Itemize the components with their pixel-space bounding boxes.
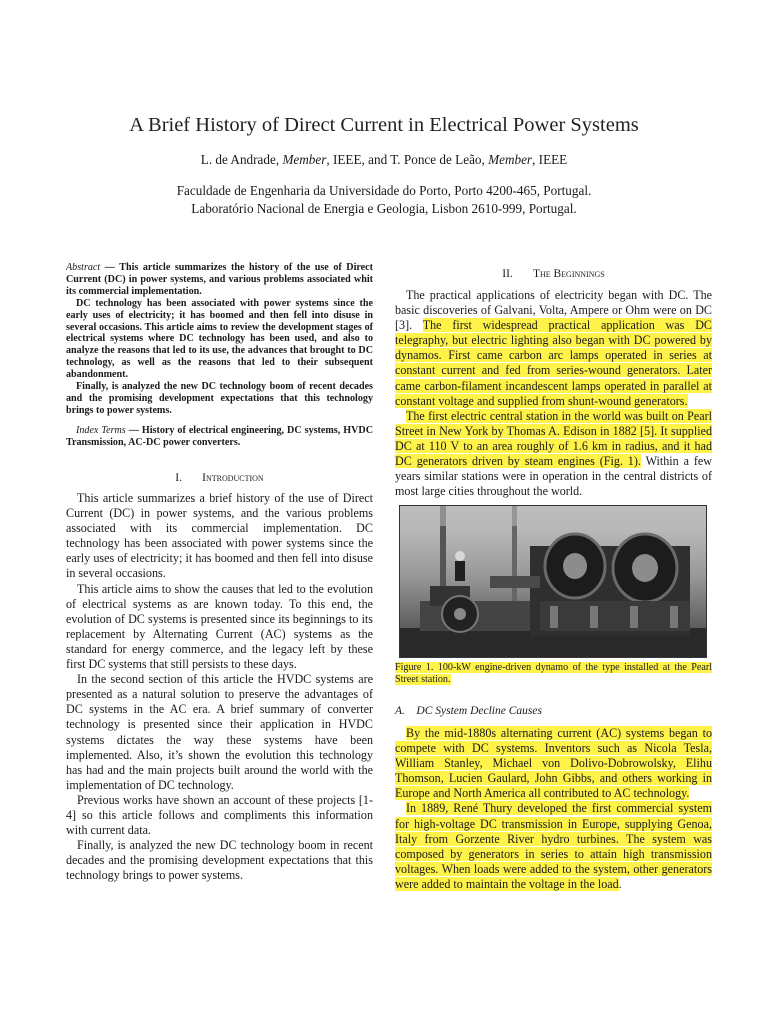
beginnings-body — [395, 288, 712, 499]
abstract-text-1: This article summarizes the history of the use of Direct Current (DC) in power systems, and various problems associated whit its commercial implementation. — [66, 262, 373, 297]
decline-body — [395, 726, 712, 892]
decline-paragraph-2 — [395, 801, 712, 892]
abstract-paragraph-3: Finally, is analyzed the new DC technology boom of recent decades and the promising development expectations that this technology brings to power systems. — [66, 381, 373, 416]
affiliation-1: Faculdade de Engenharia da Universidade do Porto, Porto 4200-465, Portugal. — [176, 183, 592, 198]
beginnings-p2-plain: Within a few years similar stations were in operation in the central districts of most large cities throughout the world. — [395, 454, 712, 499]
intro-paragraph-3: In the second section of this article the HVDC systems are presented as a natural solution to preserve the advantages of DC systems in the AC era. A brief summary of converter technology is presented since their application in HVDC systems dictates the way these systems have been implemented. Also, it’s shown the evolution this technology has had and the main projects built around the world with the implementation of DC technology. — [66, 672, 373, 792]
beginnings-p1-plain: The practical applications of electricity began with DC. The basic discoveries of Galvani, Volta, Ampere or Ohm were on DC [3]. — [395, 288, 712, 333]
index-terms-text: — History of electrical engineering, DC systems, HVDC Transmission, AC-DC power converters. — [66, 425, 373, 449]
highlighted-text: In 1889, René Thury developed the first commercial system for high-voltage DC transmission in Europe, supplying Genoa, Italy from Gorzente River hydro turbines. The system was composed by generators in series to attain high transmission voltages. When loads were added to the system, other generators were added to maintain the voltage in the load — [395, 801, 712, 891]
intro-paragraph-1: This article summarizes a brief history of the use of Direct Current (DC) in power systems, and the various problems associated with its commercial implementation. DC technology has been associated with power systems since the early uses of electricity; it has boomed and then fell into disuse in several occasions. — [66, 491, 373, 581]
highlighted-text: The first widespread practical application was DC telegraphy, but electric lighting also began with DC powered by dynamos. First came carbon arc lamps operated in series at constant current and fed from series-wound generators. Later came carbon-filament incandescent lamps operated in parallel at constant voltage and supplied from shunt-wound generators. — [395, 318, 712, 408]
author-line — [0, 152, 768, 168]
abstract-dash: — — [100, 262, 120, 273]
section-title-1: Introduction — [202, 472, 264, 484]
subsection-title: DC System Decline Causes — [416, 705, 542, 717]
section-number-2: II. — [502, 268, 513, 280]
highlighted-text: By the mid-1880s alternating current (AC) systems began to compete with DC systems. Inventors such as Nicola Tesla, William Stanley, Michael von Dolivo-Dobrowolsky, Elihu Thomson, Lucien Gaulard, John Gibbs, and others working in Europe and North America all contributed to AC technology. — [395, 726, 712, 801]
member-label-2: Member — [488, 152, 533, 167]
paper-title: A Brief History of Direct Current in Electrical Power Systems — [129, 114, 639, 136]
ieee-label: , IEEE — [532, 152, 568, 167]
figure-caption — [395, 662, 712, 686]
section-heading-introduction — [66, 472, 373, 484]
section-number-1: I. — [175, 472, 182, 484]
abstract-paragraph-1 — [66, 262, 373, 298]
highlighted-text: The first electric central station in the world was built on Pearl Street in New York by Thomas A. Edison in 1882 [5]. It supplied DC at 110 V to an area roughly of 1.6 km in radius, and it had DC generators driven by steam engines (Fig. 1). — [395, 408, 712, 469]
subsection-label: A. — [395, 705, 405, 717]
beginnings-paragraph-2 — [395, 409, 712, 500]
dynamo-photo-illustration — [400, 506, 706, 657]
decline-paragraph-1 — [395, 726, 712, 801]
author-1: L. de Andrade, — [200, 152, 283, 167]
intro-paragraph-5: Finally, is analyzed the new DC technology boom in recent decades and the promising development expectations that this technology brings to power systems. — [66, 838, 373, 883]
beginnings-paragraph-1 — [395, 288, 712, 409]
intro-paragraph-2: This article aims to show the causes that led to the evolution of electrical systems as are known today. To this end, the evolution of DC systems is presented since its beginnings to its replacement by Alternating Current (AC) systems as the standard for energy commerce, and the legacy left by these first DC systems that still persists to these days. — [66, 581, 373, 672]
abstract-paragraph-2: DC technology has been associated with power systems since the early uses of electricity; it has boomed and then fell into disuse in several occasions. This article aims to review the development stages of electrical systems where DC technology has been used, and also to analyze the reasons that led to its use, the advances that brought to DC technology, as well as the reasons that led to their subsequent abandonment. — [66, 297, 373, 381]
index-terms-lead: Index Terms — [76, 425, 126, 436]
subsection-heading-a — [395, 705, 712, 717]
section-title-2: The Beginnings — [532, 268, 605, 280]
introduction-body — [66, 491, 373, 883]
intro-paragraph-4: Previous works have shown an account of these projects [1-4] so this article follows and compliments this information with current data. — [66, 792, 373, 838]
decline-p2-end: . — [618, 876, 622, 891]
abstract-lead: Abstract — [66, 262, 101, 273]
highlighted-text: Figure 1. 100-kW engine-driven dynamo of the type installed at the Pearl Street station. — [395, 662, 712, 686]
member-label-1: Member — [282, 152, 327, 167]
affiliation-2: Laboratório Nacional de Energia e Geologia, Lisbon 2610-999, Portugal. — [191, 201, 577, 216]
author-2: , IEEE, and T. Ponce de Leão, — [326, 152, 489, 167]
index-terms — [66, 425, 373, 450]
section-heading-beginnings — [395, 268, 712, 280]
abstract — [66, 262, 373, 417]
affiliations — [0, 182, 768, 218]
dynamo-photo — [399, 505, 707, 658]
